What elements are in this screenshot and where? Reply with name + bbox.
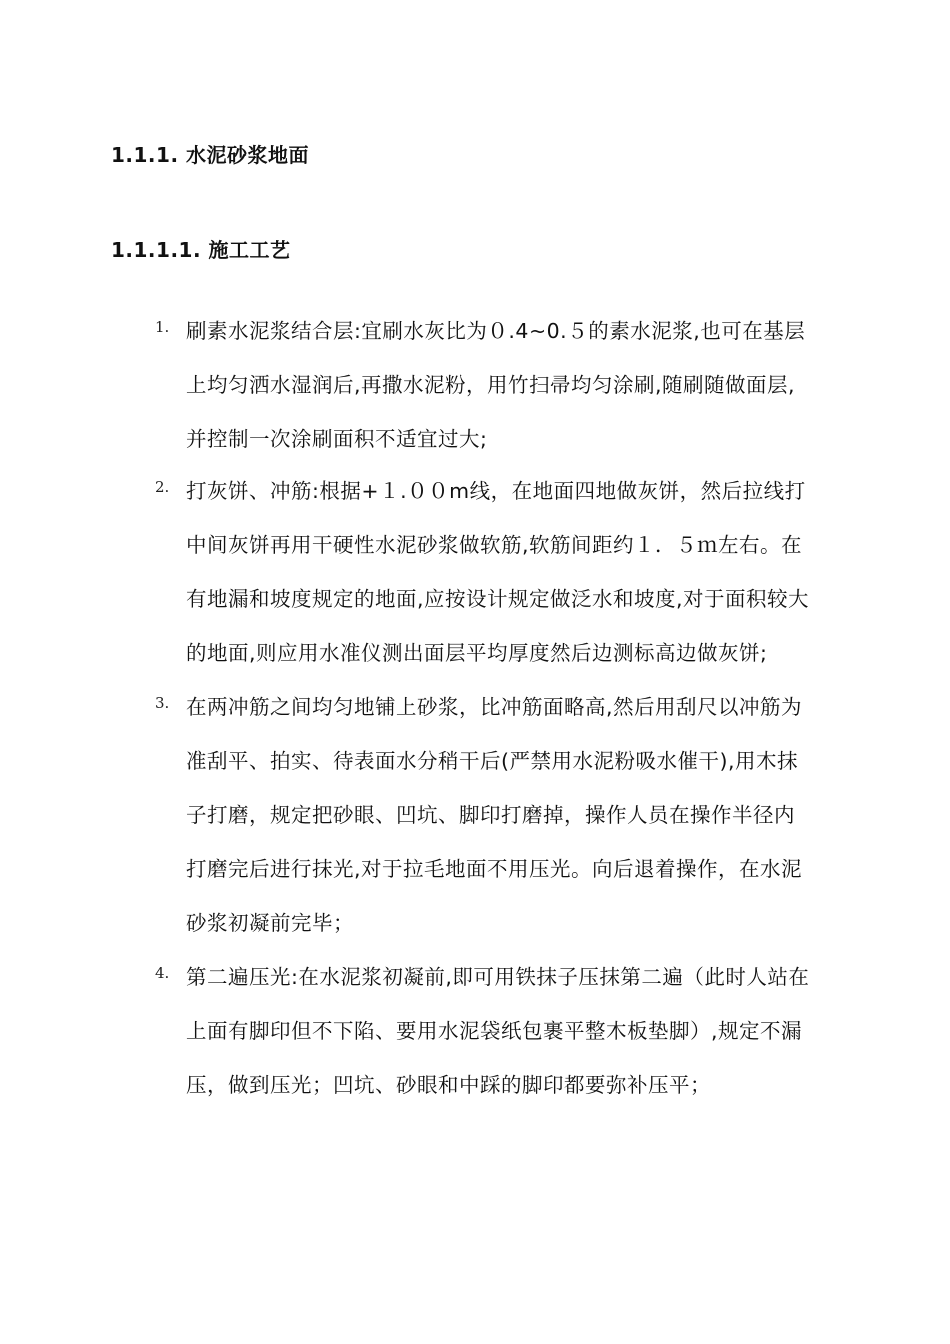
list-item-text-line: 砂浆初凝前完毕； <box>186 911 354 935</box>
list-item-text-line: 打灰饼、冲筋:根据+１.００m线，在地面四地做灰饼，然后拉线打 <box>186 479 806 503</box>
list-item-text-line: 子打磨，规定把砂眼、凹坑、脚印打磨掉，操作人员在操作半径内 <box>186 803 795 827</box>
list-item-text-line: 压，做到压光；凹坑、砂眼和中踩的脚印都要弥补压平； <box>186 1073 711 1097</box>
list-item-text-line: 第二遍压光:在水泥浆初凝前,即可用铁抹子压抹第二遍（此时人站在 <box>186 965 810 989</box>
subsection-heading: 1.1.1.1. 施工工艺 <box>111 238 291 262</box>
list-item-text-line: 在两冲筋之间均匀地铺上砂浆，比冲筋面略高,然后用刮尺以冲筋为 <box>186 695 803 719</box>
list-item-text-line: 并控制一次涂刷面积不适宜过大; <box>186 427 488 451</box>
list-item-text-line: 准刮平、拍实、待表面水分稍干后(严禁用水泥粉吸水催干),用木抹 <box>186 749 799 773</box>
list-item-text-line: 上面有脚印但不下陷、要用水泥袋纸包裹平整木板垫脚）,规定不漏 <box>186 1019 803 1043</box>
list-item-text-line: 上均匀洒水湿润后,再撒水泥粉，用竹扫帚均匀涂刷,随刷随做面层, <box>186 373 796 397</box>
list-item-number: 4. <box>155 964 170 982</box>
list-item-text-line: 刷素水泥浆结合层:宜刷水灰比为０.4~0.５的素水泥浆,也可在基层 <box>186 319 806 343</box>
list-item-text-line: 有地漏和坡度规定的地面,应按设计规定做泛水和坡度,对于面积较大 <box>186 587 810 611</box>
list-item-text-line: 打磨完后进行抹光,对于拉毛地面不用压光。向后退着操作，在水泥 <box>186 857 803 881</box>
list-item-number: 2. <box>155 478 170 496</box>
list-item-text-line: 中间灰饼再用干硬性水泥砂浆做软筋,软筋间距约１．５ｍ左右。在 <box>186 533 803 557</box>
list-item-number: 3. <box>155 694 170 712</box>
list-item-text-line: 的地面,则应用水准仪测出面层平均厚度然后边测标高边做灰饼; <box>186 641 768 665</box>
list-item-number: 1. <box>155 318 170 336</box>
section-heading: 1.1.1. 水泥砂浆地面 <box>111 143 310 167</box>
